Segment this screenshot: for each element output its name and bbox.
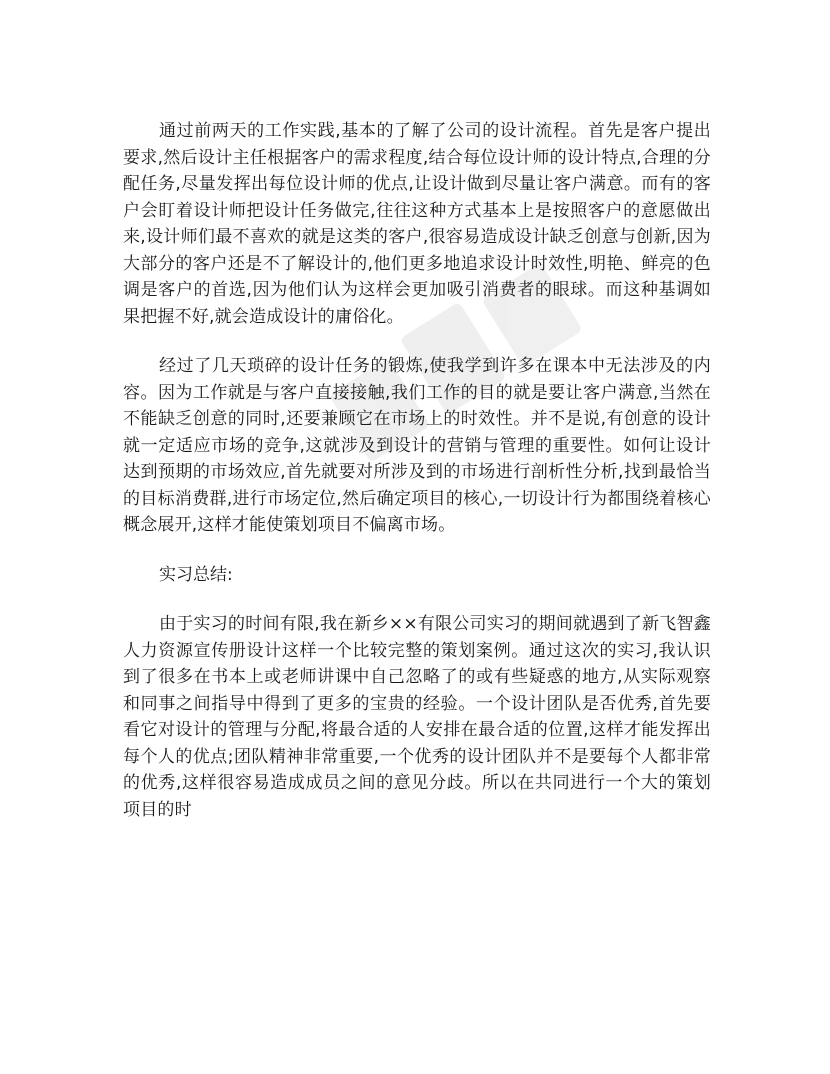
paragraph-gap xyxy=(123,588,711,611)
paragraph-design-training: 经过了几天琐碎的设计任务的锻炼,使我学到许多在课本中无法涉及的内容。因为工作就是与客户直接接触,我们工作的目的就是要让客户满意,当然在不能缺乏创意的同时,还要兼顾它在市场上的时效性。并不是说,有创意的设计就一定适应市场的竞争,这就涉及到设计的营销与管理的重要性。如何让设计达到预期的市场效应,首先就要对所涉及到的市场进行剖析性分析,找到最恰当的目标消费群,进行市场定位,然后确定项目的核心,一切设计行为都围绕着核心概念展开,这样才能使策划项目不偏离市场。 xyxy=(123,356,711,535)
section-heading-summary: 实习总结: xyxy=(159,564,233,585)
paragraph-design-process: 通过前两天的工作实践,基本的了解了公司的设计流程。首先是客户提出要求,然后设计主任根据客户的需求程度,结合每位设计师的设计特点,合理的分配任务,尽量发挥出每位设计师的优点,让设计做到尽量让客户满意。而有的客户会盯着设计师把设计任务做完,往往这种方式基本上是按照客户的意愿做出来,设计师们最不喜欢的就是这类的客户,很容易造成设计缺乏创意与创新,因为大部分的客户还是不了解设计的,他们更多地追求设计时效性,明艳、鲜亮的色调是客户的首选,因为他们认为这样会更加吸引消费者的眼球。而这种基调如果把握不好,就会造成设计的庸俗化。 xyxy=(123,121,711,327)
paragraph-gap xyxy=(123,539,711,562)
paragraph-gap xyxy=(123,330,711,353)
document-body xyxy=(123,118,711,823)
paragraph-internship-summary: 由于实习的时间有限,我在新乡××有限公司实习的期间就遇到了新飞智鑫人力资源宣传册设计这样一个比较完整的策划案例。通过这次的实习,我认识到了很多在书本上或老师讲课中自己忽略了的或有些疑惑的地方,从实际观察和同事之间指导中得到了更多的宝贵的经验。一个设计团队是否优秀,首先要看它对设计的管理与分配,将最合适的人安排在最合适的位置,这样才能发挥出每个人的优点;团队精神非常重要,一个优秀的设计团队并不是要每个人都非常的优秀,这样很容易造成成员之间的意见分歧。所以在共同进行一个大的策划项目的时 xyxy=(123,614,711,820)
